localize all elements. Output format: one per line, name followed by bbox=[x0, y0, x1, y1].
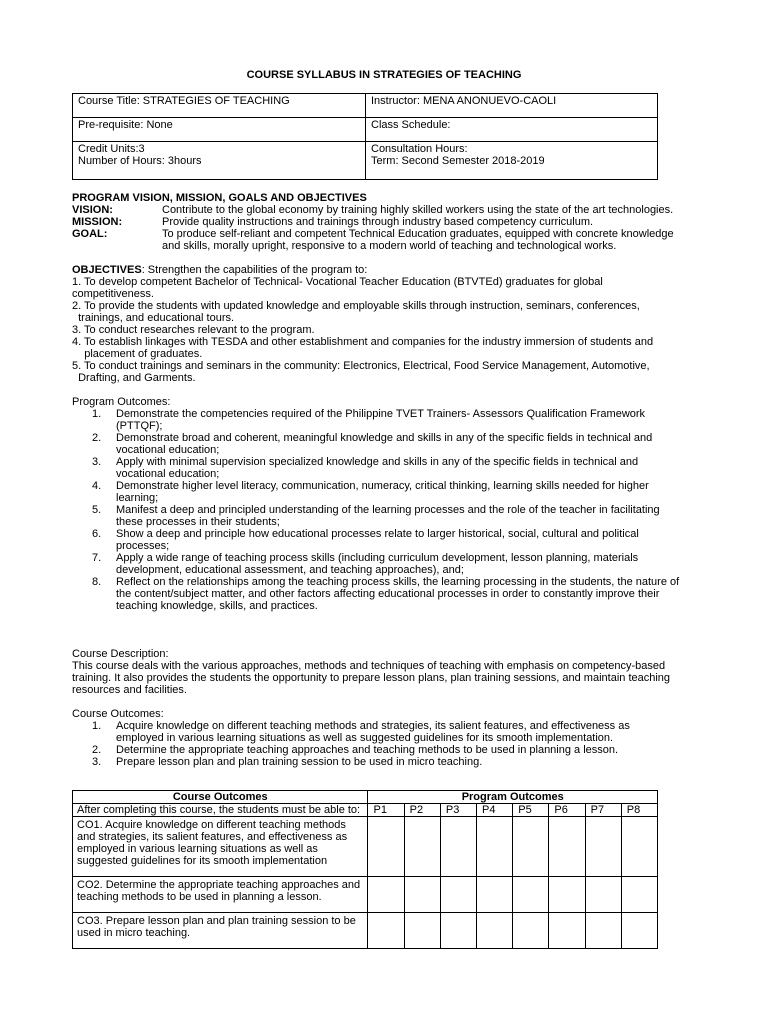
mapping-cell-p1 bbox=[368, 913, 404, 949]
list-item-line: employed in various learning situations as well as suggested guidelines for its smooth implementation. bbox=[116, 732, 614, 744]
mapping-cell-p4 bbox=[477, 817, 513, 877]
list-item-line: teaching knowledge, skills, and practices. bbox=[116, 600, 318, 612]
list-number: 1. bbox=[92, 720, 102, 732]
column-header-p6: P6 bbox=[549, 804, 585, 817]
vision-text: Contribute to the global economy by training highly skilled workers using the state of the art technologies. bbox=[162, 204, 674, 216]
course-description-text bbox=[72, 660, 712, 696]
column-header-p8: P8 bbox=[621, 804, 657, 817]
list-item bbox=[72, 756, 702, 768]
description-line: This course deals with the various approaches, methods and techniques of teaching with emphasis on competency-based bbox=[72, 660, 666, 672]
objective-line: Drafting, and Garments. bbox=[72, 372, 196, 384]
goal-text-2: and skills, morally upright, responsive to a modern world of teaching and technological works. bbox=[162, 240, 617, 252]
mapping-cell-p5 bbox=[513, 877, 549, 913]
list-item bbox=[72, 552, 702, 576]
list-number: 5. bbox=[92, 504, 102, 516]
list-item-line: Reflect on the relationships among the teaching process skills, the learning processing in the students, the nature of bbox=[116, 576, 680, 588]
description-line: resources and facilities. bbox=[72, 684, 187, 696]
mapping-cell-p1 bbox=[368, 817, 404, 877]
goal-label: GOAL: bbox=[72, 228, 108, 240]
mapping-cell-p2 bbox=[404, 817, 440, 877]
list-number: 4. bbox=[92, 480, 102, 492]
list-number: 3. bbox=[92, 456, 102, 468]
list-item-line: Demonstrate higher level literacy, communication, numeracy, critical thinking, learning skills needed for higher bbox=[116, 480, 649, 492]
list-number: 2. bbox=[92, 744, 102, 756]
class-schedule-cell: Class Schedule: bbox=[366, 118, 658, 142]
list-item-line: (PTTQF); bbox=[116, 420, 163, 432]
column-header-p7: P7 bbox=[585, 804, 621, 817]
mapping-cell-p5 bbox=[513, 913, 549, 949]
list-item-line: Demonstrate broad and coherent, meaningful knowledge and skills in any of the specific fields in technical and bbox=[116, 432, 653, 444]
list-item-line: the content/subject matter, and other factors affecting educational processes in order to constantly improve their bbox=[116, 588, 660, 600]
mapping-cell-p4 bbox=[477, 913, 513, 949]
mapping-cell-p3 bbox=[440, 913, 476, 949]
credit-hours-cell bbox=[73, 142, 366, 180]
credit-units: Credit Units:3 bbox=[78, 143, 145, 155]
objectives-list bbox=[72, 276, 712, 384]
consultation-term-cell bbox=[366, 142, 658, 180]
number-of-hours: Number of Hours: 3hours bbox=[78, 155, 202, 167]
list-item-line: Prepare lesson plan and plan training session to be used in micro teaching. bbox=[116, 756, 483, 768]
course-outcome-cell: CO3. Prepare lesson plan and plan training session to be used in micro teaching. bbox=[73, 913, 368, 949]
mapping-cell-p7 bbox=[585, 913, 621, 949]
list-item bbox=[72, 480, 702, 504]
course-outcome-cell: CO2. Determine the appropriate teaching approaches and teaching methods to be used in planning a lesson. bbox=[73, 877, 368, 913]
list-number: 3. bbox=[92, 756, 102, 768]
course-info-table bbox=[72, 93, 658, 180]
list-item-line: processes; bbox=[116, 540, 170, 552]
list-item-line: Manifest a deep and principled understanding of the learning processes and the role of the teacher in facilitating bbox=[116, 504, 660, 516]
mapping-cell-p3 bbox=[440, 817, 476, 877]
list-item-line: learning; bbox=[116, 492, 159, 504]
course-description-heading: Course Description: bbox=[72, 648, 169, 660]
course-title-cell: Course Title: STRATEGIES OF TEACHING bbox=[73, 94, 366, 118]
list-item-line: Acquire knowledge on different teaching methods and strategies, its salient features, and effectiveness as bbox=[116, 720, 630, 732]
column-header-p3: P3 bbox=[440, 804, 476, 817]
list-item-line: these processes in their students; bbox=[116, 516, 280, 528]
list-item-line: vocational education; bbox=[116, 444, 220, 456]
list-item bbox=[72, 432, 702, 456]
list-item bbox=[72, 720, 702, 744]
table-row bbox=[73, 877, 658, 913]
objective-line: 4. To establish linkages with TESDA and other establishment and companies for the industry immersion of students and bbox=[72, 336, 654, 348]
list-item-line: Apply with minimal supervision specialized knowledge and skills in any of the specific fields in technical and bbox=[116, 456, 639, 468]
objective-line: placement of graduates. bbox=[72, 348, 203, 360]
prerequisite-cell: Pre-requisite: None bbox=[73, 118, 366, 142]
program-heading: PROGRAM VISION, MISSION, GOALS AND OBJECTIVES bbox=[72, 192, 367, 204]
course-outcomes-heading: Course Outcomes: bbox=[72, 708, 164, 720]
mapping-cell-p1 bbox=[368, 877, 404, 913]
table-row bbox=[73, 817, 658, 877]
course-outcome-cell: CO1. Acquire knowledge on different teaching methods and strategies, its salient features, and effectiveness as employed in various learning situations as well as suggested guidelines for its smooth implementation bbox=[73, 817, 368, 877]
objective-line: 5. To conduct trainings and seminars in the community: Electronics, Electrical, Food Service Management, Automotive, bbox=[72, 360, 650, 372]
list-item bbox=[72, 528, 702, 552]
list-number: 1. bbox=[92, 408, 102, 420]
mapping-cell-p6 bbox=[549, 817, 585, 877]
page-title: COURSE SYLLABUS IN STRATEGIES OF TEACHING bbox=[246, 69, 522, 81]
mapping-cell-p7 bbox=[585, 877, 621, 913]
objective-line: competitiveness. bbox=[72, 288, 154, 300]
list-item-line: Determine the appropriate teaching approaches and teaching methods to be used in planning a lesson. bbox=[116, 744, 619, 756]
mapping-cell-p2 bbox=[404, 877, 440, 913]
term: Term: Second Semester 2018-2019 bbox=[371, 155, 545, 167]
mapping-cell-p5 bbox=[513, 817, 549, 877]
list-number: 8. bbox=[92, 576, 102, 588]
objectives-intro-text: : Strengthen the capabilities of the program to: bbox=[141, 264, 368, 276]
list-item bbox=[72, 456, 702, 480]
mapping-cell-p3 bbox=[440, 877, 476, 913]
list-item bbox=[72, 744, 702, 756]
mapping-cell-p8 bbox=[621, 877, 657, 913]
instructor-cell: Instructor: MENA ANONUEVO-CAOLI bbox=[366, 94, 658, 118]
objective-line: trainings, and educational tours. bbox=[72, 312, 235, 324]
list-item bbox=[72, 408, 702, 432]
list-item-line: Show a deep and principle how educational processes relate to larger historical, social, cultural and political bbox=[116, 528, 639, 540]
header-course-outcomes: Course Outcomes bbox=[73, 791, 368, 804]
subheader-row bbox=[73, 804, 658, 817]
outcomes-mapping-table bbox=[72, 790, 658, 949]
list-item-line: Demonstrate the competencies required of the Philippine TVET Trainers- Assessors Qualification Framework bbox=[116, 408, 646, 420]
description-line: training. It also provides the students the opportunity to prepare lesson plans, plan training sessions, and maintain teaching bbox=[72, 672, 671, 684]
column-header-p4: P4 bbox=[477, 804, 513, 817]
mapping-rows bbox=[73, 817, 658, 949]
vision-label: VISION: bbox=[72, 204, 113, 216]
list-item-line: Apply a wide range of teaching process skills (including curriculum development, lesson planning, materials bbox=[116, 552, 639, 564]
mapping-cell-p2 bbox=[404, 913, 440, 949]
list-number: 6. bbox=[92, 528, 102, 540]
column-header-p5: P5 bbox=[513, 804, 549, 817]
program-outcomes-heading: Program Outcomes: bbox=[72, 396, 171, 408]
list-item-line: development, educational assessment, and teaching approaches), and; bbox=[116, 564, 464, 576]
list-item bbox=[72, 504, 702, 528]
objective-line: 3. To conduct researches relevant to the program. bbox=[72, 324, 315, 336]
mission-text: Provide quality instructions and trainings through industry based competency curriculum. bbox=[162, 216, 594, 228]
objectives-label: OBJECTIVES bbox=[72, 264, 142, 276]
mapping-cell-p7 bbox=[585, 817, 621, 877]
mapping-cell-p4 bbox=[477, 877, 513, 913]
program-outcomes-list bbox=[72, 408, 702, 612]
table-row bbox=[73, 913, 658, 949]
objective-line: 1. To develop competent Bachelor of Technical- Vocational Teacher Education (BTVTEd) graduates for global bbox=[72, 276, 603, 288]
mapping-cell-p6 bbox=[549, 877, 585, 913]
list-item-line: vocational education; bbox=[116, 468, 220, 480]
list-number: 7. bbox=[92, 552, 102, 564]
mission-label: MISSION: bbox=[72, 216, 123, 228]
header-program-outcomes: Program Outcomes bbox=[368, 791, 658, 804]
column-header-p2: P2 bbox=[404, 804, 440, 817]
mapping-cell-p8 bbox=[621, 913, 657, 949]
list-item bbox=[72, 576, 702, 612]
course-outcomes-list bbox=[72, 720, 702, 768]
consultation-hours: Consultation Hours: bbox=[371, 143, 468, 155]
objective-line: 2. To provide the students with updated knowledge and employable skills through instruction, seminars, conferences, bbox=[72, 300, 640, 312]
list-number: 2. bbox=[92, 432, 102, 444]
mapping-cell-p6 bbox=[549, 913, 585, 949]
subheader-text: After completing this course, the students must be able to: bbox=[73, 804, 368, 817]
column-header-p1: P1 bbox=[368, 804, 404, 817]
objectives-intro bbox=[72, 264, 692, 276]
goal-text-1: To produce self-reliant and competent Technical Education graduates, equipped with concrete knowledge bbox=[162, 228, 674, 240]
mapping-cell-p8 bbox=[621, 817, 657, 877]
